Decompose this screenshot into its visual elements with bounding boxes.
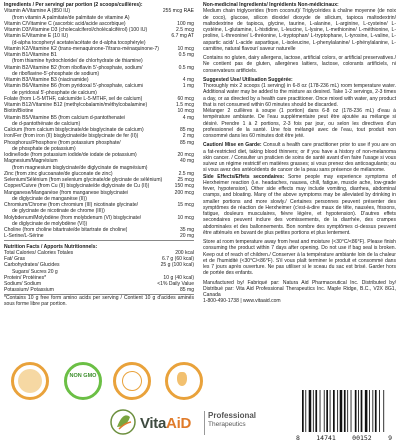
row-label: Vitamin A/Vitamine A (850 IU) — [4, 8, 71, 15]
ingredients-column — [4, 2, 194, 307]
row-label: Vitamin B5/Vitamine B5 (from calcium d-pantothenate/ — [4, 114, 126, 121]
row-value: 10 g (40 kcal) — [163, 274, 194, 281]
row-label: Zinc (from zinc glucoanate/de gluconate de zinc) — [4, 170, 113, 177]
barcode-bar — [309, 390, 312, 432]
row-label: Choline (from choline bitartrate/de bitartrate de choline) — [4, 227, 128, 233]
side-effects-heading: Side Effects/Effets secondaires: — [203, 173, 285, 180]
ingredients-list — [4, 8, 194, 239]
divider — [4, 240, 194, 241]
row-label: de riboflavine-5'-phosphate de sodium) — [12, 70, 100, 77]
barcode-bar — [320, 390, 321, 432]
barcode-bar — [315, 390, 317, 432]
row-value: 6.7 mg AT — [171, 33, 194, 40]
row-label: de diglycinate de molybdène (VI)) — [12, 220, 88, 227]
row-label: de phosphate de potassium) — [12, 145, 76, 152]
ingredients-heading: Ingredients / Per serving/ par portion (2 scoops/cuillères): — [4, 2, 143, 8]
contact-line: 1-800-490-1738 | www.vitaaid.com — [203, 298, 281, 305]
row-value: 4 mg — [182, 114, 194, 121]
row-value: 100 mg — [177, 20, 194, 27]
suggested-use-heading: Suggested Use/ Utilisation Suggérée: — [203, 76, 293, 83]
barcode-bar — [379, 390, 380, 432]
row-label: de glycinate de nicotinate de chrome (III)) — [12, 208, 105, 215]
suggested-use-en: Thoroughly mix 2 scoops (1 serving) in 6-8 oz (178-236 mL) room temperature water. Additional water may be added to the mixture as desired. Take 1-2 servings, 2-3 times a day, or as directed by a health care practitioner. Once mixed with water, any product that is not consumed within 60 minutes should be discarded. — [203, 83, 396, 108]
barcode-bar — [313, 390, 314, 432]
barcode-bar — [375, 390, 377, 432]
row-label: Sodium/ Sodium — [4, 281, 42, 287]
barcode — [296, 388, 392, 444]
brand-name: VitaAiD — [140, 415, 191, 432]
row-label: Vitamin B2/Vitamine B2 (from riboflavin 5'-phosphate, sodium/ — [4, 64, 143, 71]
contains-text: Contains no gluten, dairy allergens, lactose, artificial colors, or artificial preservatives./ Ne contient pas de gluten, allergènes laitiers, lactose, colorants artificiels, ni conservateurs artificiels. — [203, 55, 396, 74]
row-label: Calcium (from calcium bisglycinate/de bisglycinate de calcium) — [4, 127, 144, 133]
row-value: 1.5 mcg — [176, 102, 194, 108]
barcode-bar — [351, 390, 352, 432]
row-label: Carbohydrates/ Glucides — [4, 262, 60, 269]
non-gmo-badge-icon — [64, 362, 102, 400]
row-label: Sugars/ Sucres 20 g — [12, 268, 58, 275]
row-value: 6.7 g (60 kcal) — [162, 256, 194, 262]
row-label: Selenium/Sélénium (from selenium glycinate/de glycinate de sélénium) — [4, 177, 163, 183]
row-value: 1 mg — [182, 83, 194, 90]
natural-badge-icon — [165, 362, 203, 400]
info-column — [203, 2, 396, 305]
barcode-bar — [333, 390, 335, 432]
row-value: 35 mg — [179, 227, 194, 233]
barcode-bar — [324, 390, 325, 432]
row-label: Biotin/Biotine — [4, 108, 34, 115]
row-value: 4 mg — [182, 77, 194, 83]
row-value: 10 mcg — [177, 45, 194, 52]
row-label: Vitamin B1/Vitamine B1 — [4, 52, 57, 58]
row-value: 15 mcg — [177, 202, 194, 208]
barcode-bar — [326, 390, 328, 432]
row-value: 200 mcg — [174, 189, 194, 196]
row-label: Iron/Fer (from iron (II) bisglycinate/de bisglycinate de fer (II)) — [4, 133, 139, 140]
row-label: Chromium/Chrome (from chromium (III) nicotinate glycinate/ — [4, 202, 139, 208]
barcode-bar — [369, 390, 370, 432]
dairy-free-badge-icon — [113, 362, 151, 400]
barcode-digits: 8 14741 00152 9 — [296, 434, 392, 442]
row-label: Molybdenum/Molybdène (from molybdenum (VI) bisglycinate/ — [4, 214, 142, 221]
row-label: Iodine/Iode (from potassium iodide/de iodate de potassium) — [4, 152, 137, 158]
barcode-bar — [337, 390, 338, 432]
non-medicinal-heading: Non-medicinal Ingredients/ Ingrédients Non-médicinaux: — [203, 2, 339, 8]
suggested-use-fr: Mélanger 2 cuillères à soupe (1 portion) dans 6-8 oz (178-236 mL) d'eau à température ambiante. De l'eau supplémentaire peut être ajoutée au mélange si désiré. Prendre 1 à 2 portions, 2-3 fois par jour, ou selon les directives d'un professionnel de la santé. Une fois mélangé avec de l'eau, tout produit non consommé dans les 60 minutes doit être jeté. — [203, 108, 396, 139]
barcode-bar — [361, 390, 363, 432]
logo-divider — [204, 411, 205, 435]
row-value: 0.5 mg — [178, 52, 194, 58]
side-effects-text: Some people may experience symptoms of Herxheimer reaction (i.e. headaches, nausea, chill, fatigue, muscle ache, low-grade fever, hypotension). Other side effects may include vomiting, diarrhea, abdominal cramps, and bloating. Many of the above symptoms may be alleviated by drinking in smaller portions and more slowly./ Certaines personnes peuvent présenter des symptômes de réaction de Herxheimer (c'est-à-dire maux de tête, nausées, frissons, fatigue, douleurs musculaires, fièvre légère, et hypotension). D'autres effets secondaires peuvent inclure des vomissements, de la diarrhée, des crampes abdominales et des ballonnements. Bon nombre des symptômes ci-dessus peuvent être atténués en buvant de plus petites portions et plus lentement. — [203, 173, 396, 236]
row-label: Fat/ Gras — [4, 256, 26, 262]
amino-acid-footnote: *Contains 10 g free form amino acids per serving / Contient 10 g d'acides aminés sous forme libre par portion. — [4, 294, 194, 307]
row-label: Vitamin E/Vitamine E (10 IU) — [4, 33, 69, 40]
barcode-bar — [340, 390, 343, 432]
row-value: 20 mcg — [177, 152, 194, 158]
row-label: Vitamin K2/Vitamine K2 (trans-menaquinone-7/trans-ménaquinone-7) — [4, 45, 159, 52]
row-value: 2.5 mcg — [176, 27, 194, 33]
row-value: 85 mg — [179, 139, 194, 146]
barcode-bar — [305, 390, 306, 432]
row-value: 40 mg — [179, 158, 194, 165]
barcode-bar — [365, 390, 368, 432]
row-label: Protein/ Protéines* — [4, 274, 47, 281]
row-value: 10 mcg — [177, 214, 194, 221]
row-label: de d-pantothénate de calcium) — [12, 120, 81, 127]
caution-heading: Caution/ Mise en Garde: — [203, 142, 262, 149]
brand-logo — [110, 405, 260, 443]
brand-tagline: Professional Therapeutics — [208, 411, 257, 428]
row-value: 60 mcg — [177, 95, 194, 102]
barcode-bar — [355, 390, 357, 432]
row-label: L-Serine/L-Sérine — [4, 233, 44, 240]
barcode-bar — [358, 390, 359, 432]
barcode-bar — [330, 390, 331, 432]
row-value: 10 mcg — [177, 108, 194, 115]
non-medicinal-text: Medium chain triglycerides (from coconut)/ Triglycérides à chaîne moyenne (de noix de coco), glucose, silicon dioxide/ dioxyde de silicium, tapioca maltodextrin/ maltodextrine de tapioca, glycine, taurine, L-alanine, L-arginine, L-cysteine/ L-cystéine, L-glutamine, L-histidine, L-leucine, L-lysine, L-methionine/ L-méthionine, L-proline, L-threonine/ L-thréonine, L-tryptophan/ L-tryptophane, L-tyrosine, L-valine, L-aspartic acid/ L-acide aspartique, L-isoleucine, L-phenylalanine/ L-phénylalanine, L-carnitine, natural flavour/ saveur naturelle — [203, 8, 396, 52]
row-value: 2 mg — [182, 133, 194, 140]
storage-text: Store at room temperature away from heat and moisture (<30°C/<86°F). Please finish consuming the product within 7 days after opening. Do not use if bag seal is broken. Keep out of reach of children./ Conserver à la température ambiante loin de la chaleur et de l'humidité (<30°C/<86°F). S'il vous plaît terminer le produit et consommé dans les 7 jours après ouverture. Ne pas utiliser si le sceau du sac est brisé. Garder hors de portée des enfants. — [203, 239, 396, 277]
caution-text: Consult a health care practitioner prior to use if you are on a fat-restricted diet, taking blood thinners; or if you have a history of non-melanoma skin cancer. / Consulter un praticien de soins de santé avant d'en faire l'usage si vous suivez un régime restrictif en matières grasses; si vous prenez des anticoagulants; ou si vous avez des antécédents de cancer de la peau sans présence de mélanome. — [203, 142, 396, 174]
row-label: (from vitamin A palmitate/de palmitate de vitamine A) — [12, 14, 130, 21]
row-value: 25 mcg — [177, 177, 194, 183]
non-gmo-text: NON GMO — [69, 373, 97, 379]
nutrition-list — [4, 250, 194, 294]
row-value: 0.5 mg — [178, 64, 194, 71]
row-label: Magnesium/Magnésium — [4, 158, 58, 165]
barcode-bars-icon — [300, 390, 388, 434]
row-value: <1% Daily Value — [157, 281, 194, 287]
row-label: Vitamin B3/Vitamine B3 (niacinamide) — [4, 77, 89, 83]
row-label: de pyridoxal 5'-phosphate de calcium) — [12, 89, 97, 96]
row-label: Phosphorus/Phosphore (from potassium phosphate/ — [4, 139, 121, 146]
nutrition-heading: Nutrition Facts / Apports Nutritionnels: — [4, 243, 98, 250]
row-value: 2.5 mg — [178, 170, 194, 177]
row-label: (from magnesium bisglycinate/de diglycinate de magnésium) — [12, 164, 148, 171]
barcode-bar — [372, 390, 373, 432]
barcode-bar — [344, 390, 346, 432]
row-label: Vitamin B12/Vitamine B12 (methylcobalamin/méthylcobalamine) — [4, 102, 148, 108]
row-label: Manganese/Manganèse (from manganese bisglycinate/ — [4, 189, 129, 196]
row-label: Vitamin D3/Vitamine D3 (cholecalciferol/cholécalciférol) (100 IU) — [4, 27, 148, 33]
vita-aid-leaf-icon — [110, 409, 136, 435]
barcode-bar — [383, 390, 384, 432]
row-label: (d-alpha tocopheryl acetate/acétate de d-alpha tocophéryle) — [12, 39, 146, 46]
row-label: de diglycinate de manganèse (II)) — [12, 195, 87, 202]
row-value: 20 mg — [179, 233, 194, 240]
row-value: 200 kcal — [175, 249, 194, 256]
barcode-bar — [302, 390, 304, 432]
barcode-bar — [347, 390, 348, 432]
row-value: 85 mg — [179, 127, 194, 133]
row-value: 25 g (100 kcal) — [160, 262, 194, 269]
row-value: 150 mcg — [174, 183, 194, 190]
manufacturer-text: Manufactured by/ Fabriqué par: Natura Aid Pharmaceutical Inc. Distributed by/ Distribué par: Vita Aid Professional Therapeutics Inc. Maple Ridge, B.C., V2X 8G1, Canada — [203, 279, 396, 298]
row-label: Vitamin B6/Vitamine B6 (from pyridoxal 5'-phosphate, calcium/ — [4, 83, 144, 90]
row-label: Copper/Cuivre (from Cu (II) bisglycinate/de diglycinate de Cu (II)) — [4, 183, 150, 190]
row-label: (from thiamine hydrochloride/ de chlorhydrate de thiamine) — [12, 58, 143, 65]
row-label: Folate (from L-5-MTHF, calcium/de L-5-MTHF, sel de calcium) — [4, 95, 143, 102]
row-label: Vitamin C/Vitamine C (ascorbic acid/acide ascorbique) — [4, 20, 126, 27]
row-label: Potassium/ Potassium — [4, 287, 54, 294]
row-value: 85 mg — [179, 287, 194, 294]
row-label: Total Calories/ Calories Totales — [4, 249, 74, 256]
gluten-free-badge-icon — [11, 362, 49, 400]
row-value: 255 mcg RAE — [162, 8, 194, 15]
